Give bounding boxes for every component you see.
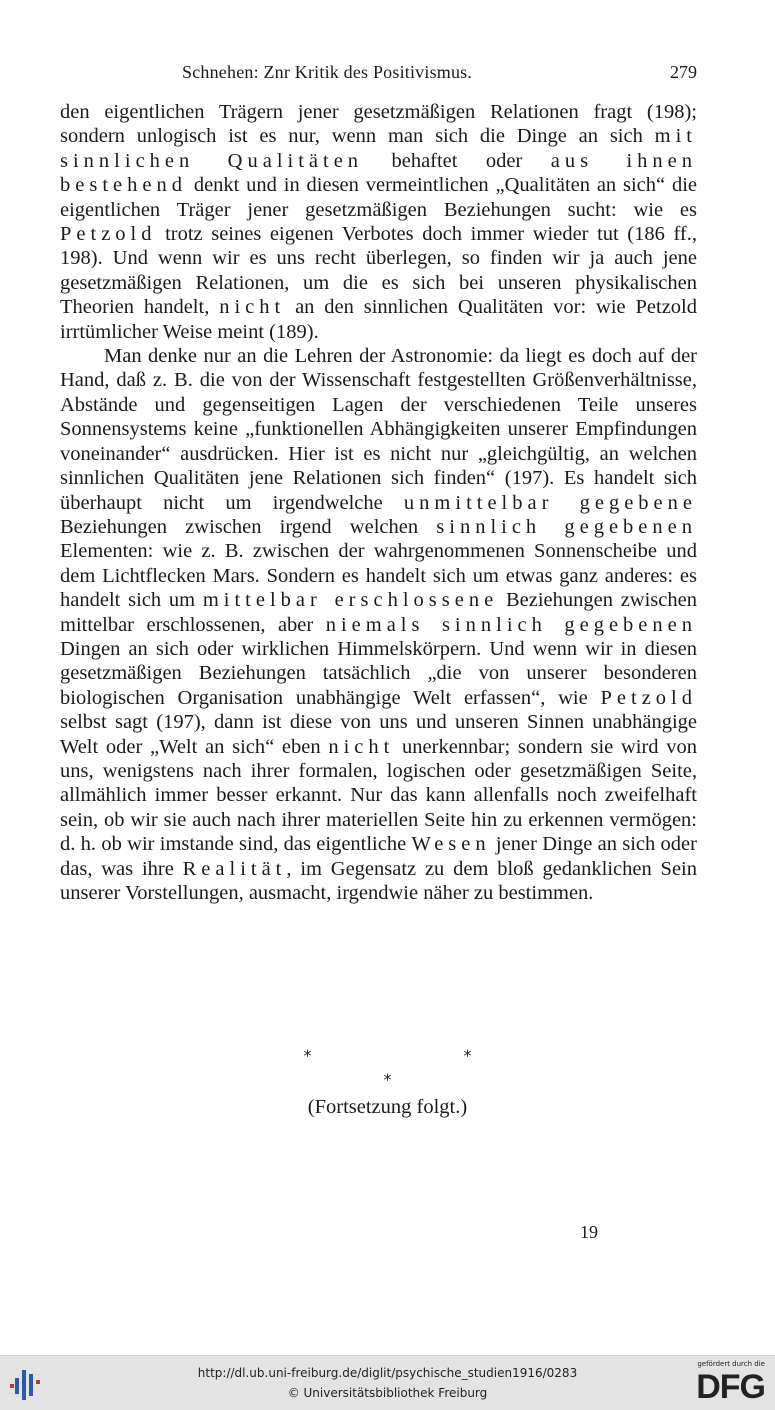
emphasis-spaced: nicht: [219, 296, 286, 319]
text-run: Beziehungen zwischen irgend welchen: [60, 515, 437, 538]
emphasis-spaced: aus ihnen bestehend: [60, 149, 697, 197]
text-run: trotz seines eigenen Verbotes doch immer wieder tut (186 ff., 198). Und wenn wir es uns recht überlegen, so finden wir ja auch jene gesetzmäßigen Relationen, um die es sich bei unseren physikalischen Theorien handelt,: [60, 223, 697, 319]
emphasis-spaced: mit sinnlichen Qualitäten: [60, 125, 697, 172]
continuation-note: (Fortsetzung folgt.): [307, 1096, 468, 1118]
text-run: selbst sagt (197), dann ist diese von uns und unseren Sinnen unabhängige Welt oder „Welt an sich“ eben: [60, 711, 697, 758]
emphasis-spaced: Wesen: [411, 833, 491, 856]
text-run: jener Dinge an sich oder das, was ihre: [60, 833, 697, 880]
body-text: [60, 100, 697, 905]
permalink-url[interactable]: http://dl.ub.uni-freiburg.de/diglit/psychische_studien1916/0283: [197, 1366, 578, 1380]
text-run: Dingen an sich oder wirklichen Himmelskörpern. Und wenn wir in diesen gesetzmäßigen Beziehungen tatsächlich „die von unserer besonderen biologischen Organisation unabhängige Welt erfassen“, wie: [60, 637, 697, 709]
asterism-star: *: [303, 1046, 312, 1065]
viewer-footer: [0, 1355, 775, 1410]
text-run: Elementen: wie z. B. zwischen der wahrgenommenen Sonnenscheibe und dem Lichtflecken Mars. Sondern es handelt sich um etwas ganz anderes: es handelt sich um: [60, 540, 697, 612]
emphasis-spaced: mittelbar erschlossene: [202, 589, 499, 612]
running-header: [60, 60, 697, 88]
emphasis-spaced: niemals sinnlich gegebenen: [325, 613, 697, 636]
text-run: unerkennbar; sondern sie wird von uns, wenigstens nach ihrer formalen, logischen oder gesetzmäßigen Seite, allmählich immer besser erkannt. Nur das kann allenfalls noch zweifelhaft sein, ob wir sie auch nach ihrer materiellen Seite hin zu erkennen vermögen: d. h. ob wir imstande sind, das eigentliche: [60, 735, 697, 856]
dfg-funding-note: gefördert durch die: [697, 1360, 765, 1368]
emphasis-spaced: nicht: [328, 735, 395, 758]
asterism-bottom-star: *: [383, 1070, 392, 1089]
page-number: 279: [670, 62, 697, 82]
copyright-notice: © Universitätsbibliothek Freiburg: [287, 1386, 488, 1400]
asterism-top-row: [0, 1046, 775, 1065]
emphasis-spaced: sinnlich gegebenen: [436, 515, 697, 538]
dfg-logo: DFG: [696, 1368, 765, 1406]
paragraph: [60, 344, 697, 905]
text-run: , im Gegensatz zu dem bloß gedanklichen Sein unserer Vorstellungen, ausmacht, irgendwie näher zu bestimmen.: [60, 857, 697, 904]
emphasis-spaced: Petzold: [600, 686, 697, 709]
paragraph: [60, 100, 697, 344]
signature-mark: 19: [580, 1222, 598, 1242]
text-run: denkt und in diesen vermeintlichen „Qualitäten an sich“ die eigentlichen Träger jener gesetzmäßigen Beziehungen sucht: wie es: [60, 174, 697, 221]
text-run: an den sinnlichen Qualitäten vor: wie Petzold irrtümlicher Weise meint (189).: [60, 296, 697, 343]
text-run: den eigentlichen Trägern jener gesetzmäßigen Relationen fragt (198); sondern unlogisch ist es nur, wenn man sich die Dinge an sich: [60, 101, 697, 148]
asterism-star: *: [463, 1046, 472, 1065]
text-run: Man denke nur an die Lehren der Astronomie: da liegt es doch auf der Hand, daß z. B. die von der Wissenschaft festgestellten Größenverhältnisse, Abstände und gegenseitigen Lagen der verschiedenen Teile unseres Sonnensystems keine „funktionellen Abhängigkeiten unserer Empfindungen voneinander“ ausdrücken. Hier ist es nicht nur „gleichgültig, an welchen sinnlichen Qualitäten jene Relationen sich finden“ (197). Es handelt sich überhaupt nicht um irgendwelche: [60, 345, 697, 514]
text-run: behaftet oder: [363, 149, 551, 172]
emphasis-spaced: Realität: [182, 857, 287, 880]
running-title: Schnehen: Znr Kritik des Positivismus.: [182, 62, 473, 82]
emphasis-spaced: unmittelbar gegebene: [403, 491, 697, 514]
emphasis-spaced: Petzold: [60, 223, 157, 246]
text-run: Beziehungen zwischen mittelbar erschlossenen, aber: [60, 589, 697, 636]
